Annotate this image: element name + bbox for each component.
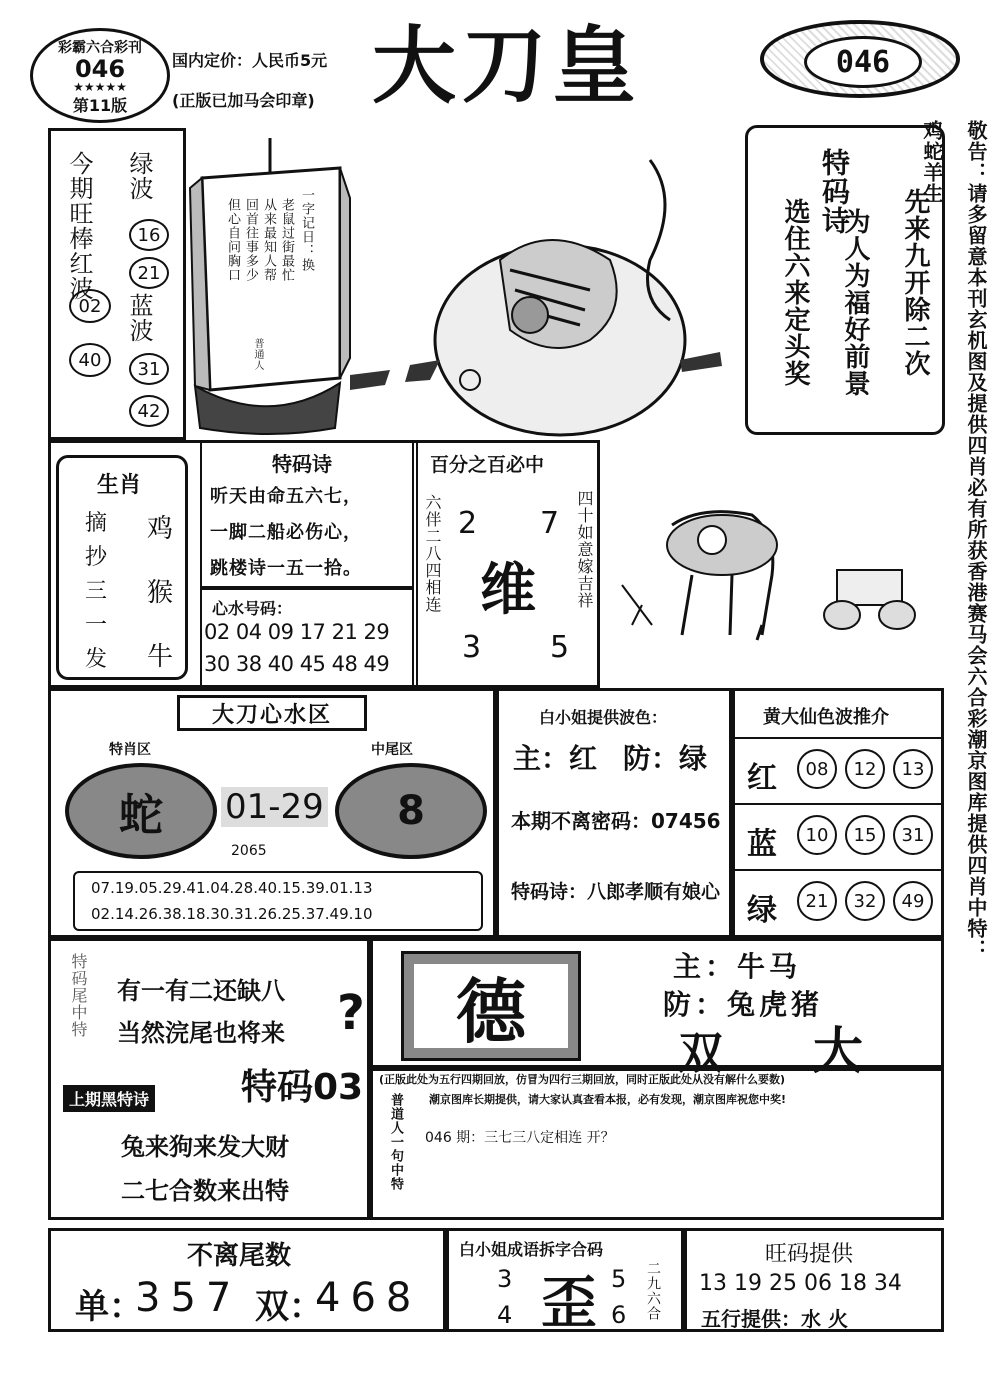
notice-line-1: (正版此处为五行四期回放，仿冒为四行三期回放，同时正版此处从没有解什么要数) bbox=[379, 1073, 786, 1086]
de-shuang: 双 bbox=[679, 1028, 723, 1079]
poem-box-mid bbox=[200, 440, 414, 588]
zodiac-box bbox=[56, 455, 188, 680]
horse-illustration bbox=[612, 445, 942, 685]
issue-badge bbox=[30, 28, 170, 123]
fairy-green-3: 49 bbox=[893, 881, 933, 921]
page-title: 大刀皇 bbox=[372, 16, 643, 115]
fairy-blue-3: 31 bbox=[893, 815, 933, 855]
percent-n2: 7 bbox=[540, 506, 560, 541]
issue-oval-inner bbox=[804, 36, 922, 88]
lucky-box bbox=[684, 1228, 944, 1332]
must-numbers-row-2: 30 38 40 45 48 49 bbox=[204, 652, 390, 676]
ship-illustration bbox=[190, 128, 350, 440]
white-lady-box bbox=[496, 688, 732, 938]
riddle-line-1: 有一有二还缺八 bbox=[117, 977, 285, 1005]
white-lady-secret: 本期不离密码：07456 bbox=[511, 809, 721, 833]
idiom-n2: 4 bbox=[497, 1301, 513, 1329]
fairy-blue-1: 10 bbox=[797, 815, 837, 855]
idiom-char: 歪 bbox=[541, 1270, 597, 1336]
zodiac-monkey: 猴 bbox=[147, 578, 174, 608]
tail-double-vals: 468 bbox=[315, 1275, 422, 1321]
heart-right-oval-text: 8 bbox=[397, 788, 425, 834]
poem-top-line-1: 先来九开除二次 bbox=[900, 188, 930, 377]
notice-side-vertical: 普道人一句中特 bbox=[388, 1093, 403, 1191]
riddle-line-4: 二七合数来出特 bbox=[121, 1177, 289, 1205]
lucky-title: 旺码提供 bbox=[765, 1242, 854, 1267]
fairy-color-green: 绿 bbox=[747, 893, 777, 928]
de-guard-label: 防：兔虎猪 bbox=[663, 988, 824, 1021]
de-char: 德 bbox=[456, 969, 526, 1053]
poem-top-line-3: 选住六来定头奖 bbox=[780, 198, 810, 387]
fairy-row-blue bbox=[735, 803, 941, 869]
poem-mid-line-1: 听天由命五六七， bbox=[210, 486, 362, 507]
white-lady-guard: 防：绿 bbox=[623, 742, 708, 775]
blue-number-2: 42 bbox=[129, 395, 169, 427]
fairy-row-green bbox=[735, 869, 941, 935]
tail-box bbox=[48, 1228, 446, 1332]
heart-scroll-row-2: 02.14.26.38.18.30.31.26.25.37.49.10 bbox=[91, 905, 373, 923]
idiom-n4: 6 bbox=[611, 1301, 627, 1329]
tail-single-vals: 357 bbox=[135, 1275, 242, 1321]
fairy-color-blue: 蓝 bbox=[747, 827, 777, 862]
riddle-line-2: 当然浣尾也将来 bbox=[117, 1019, 285, 1047]
fairy-blue-2: 15 bbox=[845, 815, 885, 855]
tiger-illustration bbox=[350, 140, 740, 440]
poem-mid-title: 特码诗 bbox=[272, 452, 332, 476]
percent-left-vertical: 六伴二八四相连 bbox=[423, 494, 442, 613]
percent-box bbox=[416, 440, 600, 688]
zodiac-title: 生肖 bbox=[97, 473, 142, 498]
heart-center-range: 01-29 bbox=[221, 787, 328, 827]
green-number-2: 21 bbox=[129, 257, 169, 289]
must-numbers-row-1: 02 04 09 17 21 29 bbox=[204, 620, 390, 644]
fairy-red-1: 08 bbox=[797, 749, 837, 789]
heart-scroll bbox=[73, 871, 483, 931]
heart-right-oval bbox=[335, 763, 487, 859]
zodiac-left-2: 抄 bbox=[85, 545, 108, 570]
percent-right-vertical: 四十如意嫁吉祥 bbox=[575, 490, 594, 609]
percent-title: 百分之百必中 bbox=[430, 454, 545, 476]
ship-poem-line-3: 老鼠过街最忙 bbox=[279, 198, 294, 282]
heart-under-text: 2065 bbox=[231, 843, 267, 859]
notice-line-3: 046 期：三七三八定相连 开？ bbox=[425, 1130, 615, 1146]
badge-issue: 046 bbox=[74, 55, 126, 83]
percent-n3: 3 bbox=[462, 630, 482, 665]
must-numbers-label: 心水号码： bbox=[212, 599, 293, 618]
fairy-row-red bbox=[735, 737, 941, 803]
heart-left-badge: 特肖区 bbox=[109, 742, 151, 758]
issue-oval-number: 046 bbox=[835, 44, 891, 80]
lucky-numbers: 13 19 25 06 18 34 bbox=[699, 1271, 902, 1296]
price-line: 国内定价：人民币5元 bbox=[172, 51, 328, 70]
fairy-green-2: 32 bbox=[845, 881, 885, 921]
side-notice: 敬告：请多留意本刊玄机图及提供四肖必有所获香港赛马会六合彩潮京图库提供四肖中特：鸡蛇羊生 bbox=[920, 120, 988, 960]
ship-poem-line-2: 从来最知人帮 bbox=[261, 198, 276, 282]
poem-box-top bbox=[745, 125, 945, 435]
zodiac-ox: 牛 bbox=[147, 642, 174, 672]
must-numbers-box bbox=[200, 588, 414, 688]
badge-stars: ★★★★★ bbox=[73, 80, 127, 94]
de-frame-inner bbox=[414, 964, 568, 1053]
heart-zone-title: 大刀心水区 bbox=[211, 702, 332, 728]
heart-scroll-row-1: 07.19.05.29.41.04.28.40.15.39.01.13 bbox=[91, 879, 373, 897]
zodiac-left-1: 摘 bbox=[85, 511, 108, 536]
idiom-title: 白小姐成语拆字合码 bbox=[459, 1240, 604, 1259]
heart-left-oval bbox=[65, 763, 217, 859]
badge-edition: 第11版 bbox=[72, 96, 128, 115]
tiger-drawing bbox=[350, 140, 740, 440]
horse-drawing bbox=[612, 445, 942, 685]
de-frame bbox=[401, 951, 581, 1061]
white-lady-title: 白小姐提供波色： bbox=[539, 708, 668, 727]
white-lady-main: 主：红 bbox=[513, 742, 598, 775]
poem-mid-line-2: 一脚二船必伤心， bbox=[210, 522, 362, 543]
ship-poem-line-1: 回首往事多少 bbox=[243, 198, 258, 282]
today-hot-red-wave: 今期旺棒红波 bbox=[65, 151, 93, 301]
blue-wave-label: 蓝波 bbox=[125, 293, 153, 343]
fairy-red-3: 13 bbox=[893, 749, 933, 789]
tail-double-label: 双： bbox=[255, 1287, 323, 1327]
idiom-n1: 3 bbox=[497, 1265, 513, 1293]
red-number-1: 02 bbox=[69, 289, 111, 323]
zodiac-rooster: 鸡 bbox=[147, 514, 174, 544]
zodiac-left-3: 三 bbox=[85, 579, 108, 604]
poem-top-line-2: 为人为福好前景 bbox=[840, 208, 870, 397]
heart-right-badge: 中尾区 bbox=[371, 742, 413, 758]
green-wave-label: 绿波 bbox=[125, 151, 153, 201]
poem-mid-line-3: 跳楼诗一五一拾。 bbox=[210, 558, 362, 579]
tail-single-label: 单： bbox=[75, 1287, 143, 1327]
red-number-2: 40 bbox=[69, 343, 111, 377]
heart-left-oval-text: 蛇 bbox=[119, 790, 163, 841]
seal-line: (正版已加马会印章) bbox=[172, 91, 315, 110]
issue-oval bbox=[760, 20, 960, 98]
percent-n4: 5 bbox=[550, 630, 570, 665]
heart-zone-title-frame bbox=[177, 695, 367, 731]
five-elements: 五行提供：水 火 bbox=[701, 1307, 848, 1331]
fairy-green-1: 21 bbox=[797, 881, 837, 921]
percent-n1: 2 bbox=[458, 506, 478, 541]
tail-title: 不离尾数 bbox=[187, 1241, 292, 1271]
zodiac-left-5: 发 bbox=[85, 647, 108, 672]
heart-zone-box bbox=[48, 688, 496, 938]
zodiac-left-4: 一 bbox=[85, 613, 108, 638]
poem-top-title: 特码诗 bbox=[818, 148, 851, 235]
yellow-fairy-box bbox=[732, 688, 944, 938]
riddle-special-code: 特码03 bbox=[241, 1067, 364, 1108]
riddle-last-label: 上期黑特诗 bbox=[63, 1085, 155, 1112]
fairy-color-red: 红 bbox=[747, 761, 777, 796]
blue-number-1: 31 bbox=[129, 353, 169, 385]
percent-center-char: 维 bbox=[480, 557, 536, 623]
idiom-vertical: 二九六合 bbox=[645, 1261, 661, 1321]
badge-text: 彩霸六合彩刊 bbox=[58, 40, 142, 56]
de-da: 大 bbox=[813, 1021, 863, 1080]
riddle-box bbox=[48, 938, 370, 1220]
green-number-1: 16 bbox=[129, 219, 169, 251]
wave-color-box bbox=[48, 128, 186, 440]
ship-drawing bbox=[190, 128, 350, 440]
notice-line-2: 潮京图库长期提供，请大家认真查看本报，必有发现，潮京图库祝您中奖! bbox=[429, 1093, 787, 1106]
idiom-box bbox=[446, 1228, 684, 1336]
riddle-side-label: 特码尾中特 bbox=[69, 953, 88, 1038]
riddle-question: ? bbox=[337, 985, 365, 1041]
yellow-fairy-title: 黄大仙色波推介 bbox=[763, 707, 889, 728]
ship-poem-left: 但心自问胸口 bbox=[225, 198, 240, 282]
de-main-label: 主：牛马 bbox=[673, 950, 802, 983]
idiom-n3: 5 bbox=[611, 1265, 627, 1293]
notice-box bbox=[370, 1068, 944, 1220]
riddle-line-3: 兔来狗来发大财 bbox=[121, 1133, 289, 1161]
white-lady-poem: 特码诗：八郎孝顺有娘心 bbox=[511, 881, 721, 903]
fairy-red-2: 12 bbox=[845, 749, 885, 789]
ship-stamp: 普通人 bbox=[252, 338, 263, 371]
ship-flag-text: 一字记日：换 bbox=[299, 188, 314, 272]
